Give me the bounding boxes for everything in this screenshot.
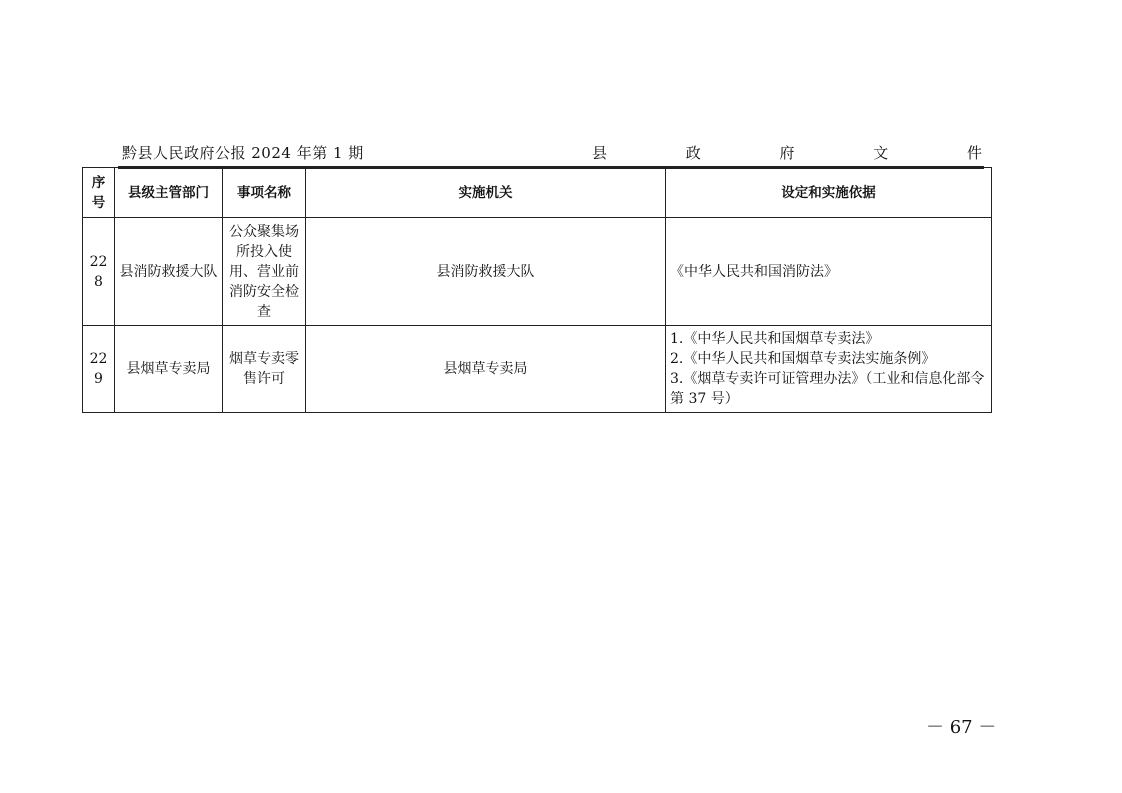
table-header-row — [83, 168, 992, 218]
section-title-char: 件 — [966, 144, 982, 162]
row-agency: 县消防救援大队 — [306, 218, 666, 326]
row-number: 229 — [83, 326, 115, 413]
row-basis — [666, 218, 992, 326]
section-title — [592, 142, 982, 163]
row-agency: 县烟草专卖局 — [306, 326, 666, 413]
permit-table — [82, 167, 992, 413]
table-row — [83, 218, 992, 326]
running-header — [118, 140, 984, 169]
row-dept: 县消防救援大队 — [115, 218, 223, 326]
page-number: － 67 － — [926, 717, 997, 738]
basis-line: 3.《烟草专卖许可证管理办法》（工业和信息化部令第 37 号） — [670, 371, 985, 407]
row-item: 公众聚集场所投入使用、营业前消防安全检查 — [223, 218, 306, 326]
section-title-char: 文 — [873, 144, 889, 162]
section-title-char: 府 — [779, 144, 795, 162]
table-row — [83, 326, 992, 413]
row-dept: 县烟草专卖局 — [115, 326, 223, 413]
col-header-agency: 实施机关 — [306, 168, 666, 218]
col-header-item: 事项名称 — [223, 168, 306, 218]
basis-line: 《中华人民共和国消防法》 — [670, 263, 838, 280]
bulletin-title: 黔县人民政府公报 2024 年第 1 期 — [122, 144, 364, 162]
basis-line: 2.《中华人民共和国烟草专卖法实施条例》 — [670, 351, 936, 367]
row-number: 228 — [83, 218, 115, 326]
col-header-basis: 设定和实施依据 — [666, 168, 992, 218]
section-title-char: 县 — [592, 144, 608, 162]
section-title-char: 政 — [685, 144, 701, 162]
col-header-dept: 县级主管部门 — [115, 168, 223, 218]
basis-line: 1.《中华人民共和国烟草专卖法》 — [670, 331, 880, 347]
col-header-num: 序号 — [83, 168, 115, 218]
row-item: 烟草专卖零售许可 — [223, 326, 306, 413]
row-basis — [666, 326, 992, 413]
